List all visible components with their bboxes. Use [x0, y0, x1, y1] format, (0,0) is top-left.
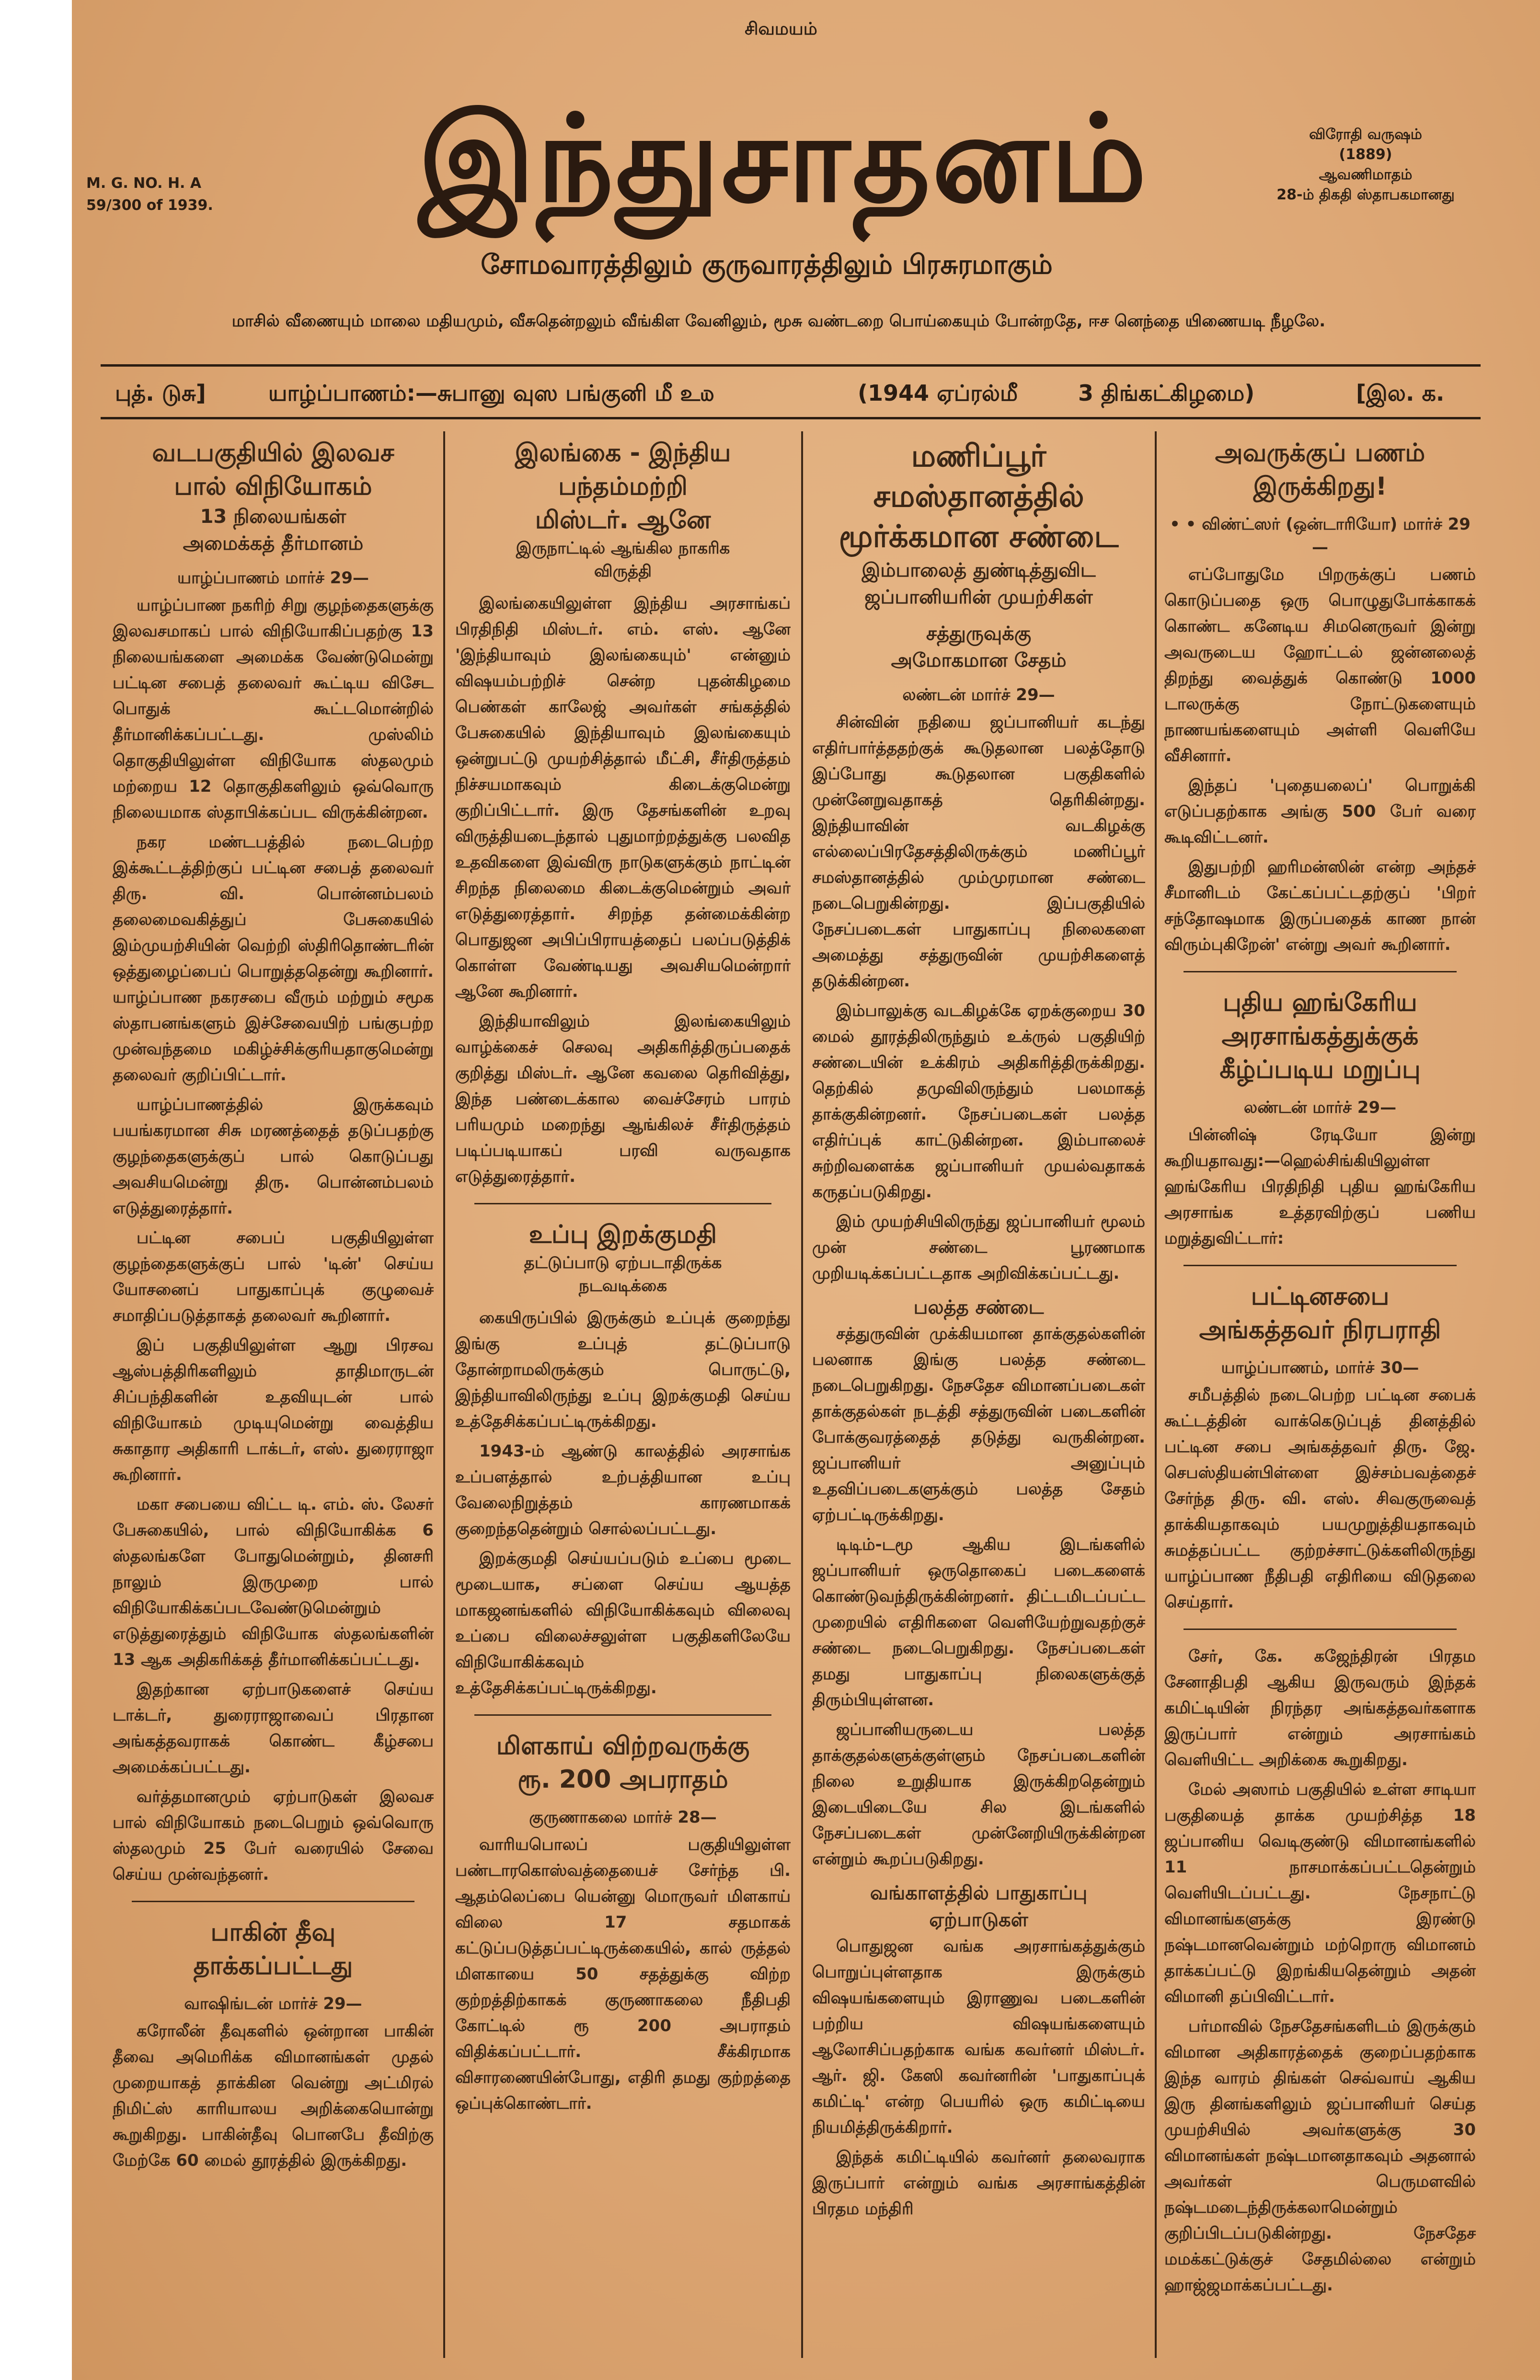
article-paragraph: பட்டின சபைப் பகுதியிலுள்ள குழந்தைகளுக்குப் பால் 'டின்' செய்ய யோசனைப் பாதுகாப்புக் குழுவைச் சமாதிப்படுத்தாகத் தலைவர் கூறினார்.	[113, 1228, 434, 1325]
weekday: 3 திங்கட்கிழமை)	[1078, 380, 1255, 406]
article-paragraph: இப் பகுதியிலுள்ள ஆறு பிரசவ ஆஸ்பத்திரிகளிலும் தாதிமாருடன் சிப்பந்திகளின் உதவியுடன் பால் விநியோகம் முடியுமென்று வைத்திய சுகாதார அதிகாரி டாக்டர், எஸ். துரைராஜா கூறினார்.	[113, 1336, 434, 1484]
column-2	[455, 436, 791, 2363]
headline-line: அரசாங்கத்துக்குக்	[1221, 1022, 1419, 1051]
column-3	[812, 436, 1145, 2363]
headline-line: புதிய ஹங்கேரிய	[1223, 988, 1417, 1017]
masthead-motto: மாசில் வீணையும் மாலை மதியமும், வீசுதென்றலும் வீங்கிள வேனிலும், மூசு வண்டறை பொய்கையும் போன்றதே, ஈச னெந்தை யிணையடி நீழலே.	[231, 312, 1326, 331]
article-dateline: யாழ்ப்பாணம் மார்ச் 29—	[177, 568, 369, 588]
dateline-rule-top	[101, 364, 1481, 367]
founding-line: ஆவணிமாதம்	[1319, 166, 1413, 183]
article-paragraph: பின்னிஷ் ரேடியோ இன்று கூறியதாவது:—ஹெல்சிங்கியிலுள்ள ஹங்கேரிய பிரதிநிதி புதிய ஹங்கேரிய அரசாங்க உத்தரவிற்குப் பணிய மறுத்துவிட்டார்:	[1164, 1125, 1476, 1248]
headline-line: பட்டினசபை	[1251, 1282, 1390, 1311]
article-paragraph: எப்போதுமே பிறருக்குப் பணம் கொடுப்பதை ஒரு பொழுதுபோக்காகக் கொண்ட கனேடிய சிமனெருவர் இன்று அவருடைய ஹோட்டல் ஜன்னலைத் திறந்து வைத்துக் கொண்டு 1000 டாலருக்கு நோட்டுகளையும் நாணயங்களையும் அள்ளி வெளியே வீசினார்.	[1164, 565, 1476, 765]
headline-line: ரூ. 200 அபராதம்	[517, 1765, 728, 1794]
article-paragraph: ஜப்பானியருடைய பலத்த தாக்குதல்களுக்குள்ளும் நேசப்படைகளின் நிலை உறுதியாக இருக்கிறதென்றும் இடையிடையே சில இடங்களில் நேசப்படைகள் முன்னேறியிருக்கின்றன என்றும் கூறப்படுகிறது.	[812, 1720, 1145, 1869]
article-paragraph: இம்பாலுக்கு வடகிழக்கே ஏறக்குறைய 30 மைல் தூரத்திலிருந்தும் உக்ருல் பகுதியிற் சண்டையின் உக்கிரம் அதிகரித்திருக்கிறது. தெற்கில் தமுவிலிருந்தும் பலமாகத் தாக்குகின்றனர். நேசப்படைகள் பலத்த எதிர்ப்புக் காட்டுகின்றன. இம்பாலைச் சுற்றிவளைக்க ஜப்பானியர் முயல்வதாகக் கருதப்படுகிறது.	[812, 1001, 1145, 1202]
place-date: யாழ்ப்பாணம்:—சுபானு வுஸ பங்குனி மீ உ௰	[268, 380, 714, 406]
article-paragraph: டிடிம்-டமூ ஆகிய இடங்களில் ஜப்பானியர் ஒருதொகைப் படைகளைக் கொண்டுவந்திருக்கின்றனர். திட்டமிடப்பட்ட முறையில் எதிரிகளை வெளியேற்றுவதற்குச் சண்டை நடைபெறுகிறது. நேசப்படைகள் தமது பாதுகாப்பு நிலைகளுக்குத் திரும்பியுள்ளன.	[812, 1535, 1145, 1710]
issue-number: [இல. க.	[1356, 380, 1445, 406]
subhead-line: இம்பாலைத் துண்டித்துவிட	[862, 559, 1096, 581]
headline-line: கீழ்ப்படிய மறுப்பு	[1219, 1055, 1421, 1084]
subhead-line: சத்துருவுக்கு	[926, 623, 1032, 645]
headline-line: பந்தம்மற்றி	[558, 472, 688, 501]
article-paragraph: இறக்குமதி செய்யப்படும் உப்பை மூடை மூடையாக, சப்ளை செய்ய ஆயத்த மாகஜனங்களில் விநியோகிக்கவும் விலைவு உப்பை விலைச்சலுள்ள பகுதிகளிலேயே விநியோகிக்கவும் உத்தேசிக்கப்பட்டிருக்கிறது.	[455, 1549, 791, 1698]
headline-line: மிளகாய் விற்றவருக்கு	[496, 1732, 750, 1760]
scan-margin	[0, 0, 72, 2380]
volume-number: புத். டுசு]	[115, 380, 206, 406]
article-dateline: • • விண்ட்ஸர் (ஒன்டாரியோ) மார்ச் 29—	[1170, 515, 1471, 557]
article-paragraph: மேல் அஸாம் பகுதியில் உள்ள சாடியா பகுதியைத் தாக்க முயற்சித்த 18 ஜப்பானிய வெடிகுண்டு விமானங்களில் 11 நாசமாக்கப்பட்டதென்றும் வெளியிடப்பட்டது. நேசநாட்டு விமானங்களுக்கு இரண்டு நஷ்டமானவென்றும் மற்றொரு விமானம் தாக்கப்பட்டு இறங்கியதென்றும் அதன் விமானி தப்பிவிட்டார்.	[1164, 1780, 1476, 2006]
subhead-line: விருத்தி	[594, 562, 652, 581]
column-4	[1164, 436, 1476, 2363]
registration-line: M. G. NO. H. A	[86, 175, 202, 192]
article-paragraph: சேர், கே. கஜேந்திரன் பிரதம சேனாதிபதி ஆகிய இருவரும் இந்தக் கமிட்டியின் நிரந்தர அங்கத்தவர்களாக இருப்பார் என்றும் அரசாங்கம் வெளியிட்ட அறிக்கை கூறுகிறது.	[1164, 1647, 1476, 1769]
founding-line: 28-ம் திகதி ஸ்தாபகமானது	[1276, 186, 1455, 203]
article-separator	[1184, 1629, 1457, 1630]
founding-line: விரோதி வருஷம்	[1309, 126, 1422, 143]
article-paragraph: இந்தக் கமிட்டியில் கவர்னர் தலைவராக இருப்பார் என்றும் வங்க அரசாங்கத்தின் பிரதம மந்திரி	[812, 2148, 1145, 2218]
headline-line: பாகின் தீவு	[210, 1918, 336, 1947]
headline-line: வடபகுதியில் இலவச	[152, 439, 394, 467]
article-paragraph: 1943-ம் ஆண்டு காலத்தில் அரசாங்க உப்பளத்தால் உற்பத்தியான உப்பு வேலைநிறுத்தம் காரணமாகக் குறைந்ததென்றும் சொல்லப்பட்டது.	[455, 1442, 791, 1538]
article-paragraph: கையிருப்பில் இருக்கும் உப்புக் குறைந்து இங்கு உப்புத் தட்டுப்பாடு தோன்றாமலிருக்கும் பொருட்டு, இந்தியாவிலிருந்து உப்பு இறக்குமதி செய்ய உத்தேசிக்கப்பட்டிருக்கிறது.	[455, 1308, 791, 1431]
section-heading: வங்காளத்தில் பாதுகாப்பு	[870, 1882, 1088, 1904]
headline-line: சமஸ்தானத்தில்	[873, 479, 1084, 514]
article-paragraph: இதுபற்றி ஹரிமன்ஸின் என்ற அந்தச் சீமானிடம் கேட்கப்பட்டதற்குப் 'பிறர் சந்தோஷமாக இருப்பதைக் காண நான் விரும்புகிறேன்' என்று அவர் கூறினார்.	[1164, 857, 1476, 954]
subhead-line: ஜப்பானியரின் முயற்சிகள்	[864, 586, 1093, 608]
founding-line: (1889)	[1339, 146, 1392, 163]
column-divider	[801, 431, 803, 2358]
subhead-line: தட்டுப்பாடு ஏற்படாதிருக்க	[524, 1253, 722, 1272]
headline-line: அங்கத்தவர் நிரபராதி	[1199, 1316, 1441, 1344]
english-date: (1944 ஏப்ரல்மீ	[858, 380, 1018, 406]
registration-number	[86, 173, 278, 217]
article-paragraph: இம் முயற்சியிலிருந்து ஜப்பானியர் மூலம் முன் சண்டை பூரணமாக முறியடிக்கப்பட்டதாக அறிவிக்கப்பட்டது.	[812, 1212, 1145, 1283]
article-paragraph: சத்துருவின் முக்கியமான தாக்குதல்களின் பலனாக இங்கு பலத்த சண்டை நடைபெறுகிறது. நேசதேச விமானப்படைகள் தாக்குதல்கள் நடத்தி சத்துருவின் படைகளின் போக்குவரத்தைத் தடுத்து வருகின்றன. ஜப்பானியர் அனுப்பும் உதவிப்படைகளுக்கும் பலத்த சேதம் ஏற்பட்டிருக்கிறது.	[812, 1324, 1145, 1525]
article-separator	[132, 1901, 414, 1902]
article-paragraph: இந்தியாவிலும் இலங்கையிலும் வாழ்க்கைச் செலவு அதிகரித்திருப்பதைக் குறித்து மிஸ்டர். ஆனே கவலை தெரிவித்து, இந்த பண்டைக்கால வைச்சேரம் பாரம் பரியமும் மறைந்து ஆங்கிலச் சீர்திருத்தம் படிப்படியாகப் பரவி வருவதாக எடுத்துரைத்தார்.	[455, 1012, 791, 1186]
article-paragraph: மகா சபையை விட்ட டி. எம். ஸ். லேசர் பேசுகையில், பால் விநியோகிக்க 6 ஸ்தலங்களே போதுமென்றும், தினசரி நாலும் இருமுறை பால் விநியோகிக்கப்படவேண்டுமென்றும் எடுத்துரைத்தும் விநியோக ஸ்தலங்களின் 13 ஆக அதிகரிக்கத் தீர்மானிக்கப்பட்டது.	[113, 1495, 434, 1669]
article-paragraph: இலங்கையிலுள்ள இந்திய அரசாங்கப் பிரதிநிதி மிஸ்டர். எம். எஸ். ஆனே 'இந்தியாவும் இலங்கையும்' என்னும் விஷயம்பற்றிச் சென்ற புதன்கிழமை பெண்கள் காலேஜ் அவர்கள் சங்கத்தில் பேசுகையில் இந்தியாவும் இலங்கையும் ஒன்றுபட்டு முயற்சித்தால் மீட்சி, சீர்திருத்தம் நிச்சயமாகவும் கிடைக்குமென்று குறிப்பிட்டார். இரு தேசங்களின் உறவு விருத்தியடைந்தால் புதுமாற்றத்துக்கு பலவித உதவிகளை இவ்விரு நாடுகளுக்கும் நாட்டின் சிறந்த நிலைமை கிடைக்குமென்றும் அவர் எடுத்துரைத்தார். சிறந்த தன்மைக்கின்ற பொதுஜன அபிப்பிராயத்தைப் பலப்படுத்திக் கொள்ள வேண்டியது அவசியமென்றார் ஆனே கூறினார்.	[455, 594, 791, 1001]
article-separator	[474, 1203, 771, 1204]
founding-date-block	[1270, 125, 1461, 205]
masthead-invocation: சிவமயம்	[745, 19, 817, 39]
column-divider	[443, 431, 445, 2358]
article-separator	[1184, 1265, 1457, 1266]
newspaper-title: இந்துசாதனம்	[418, 88, 1149, 229]
subhead-line: நடவடிக்கை	[578, 1276, 667, 1295]
headline-line: மணிப்பூர்	[911, 439, 1046, 474]
article-paragraph: இந்தப் 'புதையலைப்' பொறுக்கி எடுப்பதற்காக அங்கு 500 பேர் வரை கூடிவிட்டனர்.	[1164, 776, 1476, 847]
article-paragraph: இதற்கான ஏற்பாடுகளைச் செய்ய டாக்டர், துரைராஜாவைப் பிரதான அங்கத்தவராகக் கொண்ட கீழ்சபை அமைக்கப்பட்டது.	[113, 1680, 434, 1777]
subhead-line: அமைக்கத் தீர்மானம்	[183, 532, 364, 555]
publication-schedule: சோமவாரத்திலும் குருவாரத்திலும் பிரசுரமாகும்	[481, 249, 1053, 280]
article-paragraph: சின்வின் நதியை ஜப்பானியர் கடந்து எதிர்பார்த்ததற்குக் கூடுதலான பலத்தோடு இப்போது கூடுதலான பகுதிகளில் முன்னேறுவதாகத் தெரிகின்றது. இந்தியாவின் வடகிழக்கு எல்லைப்பிரதேசத்திலிருக்கும் மணிப்பூர் சமஸ்தானத்தில் மும்முரமான சண்டை நடைபெறுகின்றது. இப்பகுதியில் நேசப்படைகள் பாதுகாப்பு நிலைகளை அமைத்து சத்துருவின் முயற்சிகளைத் தடுக்கின்றன.	[812, 713, 1145, 991]
subhead-line: 13 நிலையங்கள்	[200, 506, 346, 528]
subhead-line: அமோகமான சேதம்	[891, 649, 1067, 671]
headline-line: மூர்க்கமான சண்டை	[839, 519, 1119, 555]
headline-line: இருக்கிறது!	[1253, 472, 1387, 501]
article-separator	[1184, 971, 1457, 972]
article-paragraph: பொதுஜன வங்க அரசாங்கத்துக்கும் பொறுப்புள்ளதாக இருக்கும் விஷயங்களையும் இராணுவ படைகளின் பற்றிய விஷயங்களையும் ஆலோசிப்பதற்காக வங்க கவர்னர் மிஸ்டர். ஆர். ஜி. கேஸி கவர்னரின் 'பாதுகாப்புக் கமிட்டி' என்ற பெயரில் ஒரு கமிட்டியை நியமித்திருக்கிறார்.	[812, 1937, 1145, 2137]
headline-line: அவருக்குப் பணம்	[1215, 439, 1425, 467]
column-1	[113, 436, 434, 2363]
article-paragraph: வாரியபொலப் பகுதியிலுள்ள பண்டாரகொஸ்வத்தையைச் சேர்ந்த பி. ஆதம்லெப்பை யென்னு மொருவர் மிளகாய் விலை 17 சதமாகக் கட்டுப்படுத்தப்பட்டிருக்கையில், கால் ருத்தல் மிளகாயை 50 சதத்துக்கு விற்ற குற்றத்திற்காகக் குருணாகலை நீதிபதி கோட்டில் ரூ 200 அபராதம் விதிக்கப்பட்டார். சீக்கிரமாக விசாரணையின்போது, எதிரி தமது குற்றத்தை ஒப்புக்கொண்டார்.	[455, 1835, 791, 2113]
headline-line: உப்பு இறக்குமதி	[529, 1220, 717, 1249]
article-dateline: வாஷிங்டன் மார்ச் 29—	[184, 1994, 362, 2013]
article-separator	[474, 1714, 771, 1716]
article-dateline: லண்டன் மார்ச் 29—	[902, 685, 1055, 705]
headline-line: பால் விநியோகம்	[174, 472, 372, 501]
column-divider	[1155, 431, 1157, 2358]
article-dateline: லண்டன் மார்ச் 29—	[1243, 1098, 1397, 1117]
article-paragraph: பர்மாவில் நேசதேசங்களிடம் இருக்கும் விமான அதிகாரத்தைக் குறைப்பதற்காக இந்த வாரம் திங்கள் செவ்வாய் ஆகிய இரு தினங்களிலும் ஜப்பானியர் செய்த முயற்சியில் அவர்களுக்கு 30 விமானங்கள் நஷ்டமானதாகவும் அதனால் அவர்கள் பெருமளவில் நஷ்டமடைந்திருக்கலாமென்றும் குறிப்பிடப்படுகின்றது. நேசதேச மமக்கட்டுக்குச் சேதமில்லை என்றும் ஹாஜ்ஜமாக்கப்பட்டது.	[1164, 2017, 1476, 2295]
article-paragraph: சமீபத்தில் நடைபெற்ற பட்டின சபைக் கூட்டத்தின் வாக்கெடுப்புத் தினத்தில் பட்டின சபை அங்கத்தவர் திரு. ஜே. செபஸ்தியன்பிள்ளை இச்சம்பவத்தைச் சேர்ந்த திரு. வி. எஸ். சிவகுருவைத் தாக்கியதாகவும் பயமுறுத்தியதாகவும் சுமத்தப்பட்ட குற்றச்சாட்டுக்களிலிருந்து யாழ்ப்பாண நீதிபதி எதிரியை விடுதலை செய்தார்.	[1164, 1386, 1476, 1612]
headline-line: மிஸ்டர். ஆனே	[535, 506, 711, 534]
section-heading: பலத்த சண்டை	[913, 1296, 1044, 1318]
headline-line: இலங்கை - இந்திய	[515, 439, 731, 467]
dateline-rule-bottom	[101, 417, 1481, 419]
dateline-bar	[110, 374, 1471, 412]
article-paragraph: யாழ்ப்பாண நகரிற் சிறு குழந்தைகளுக்கு இலவசமாகப் பால் விநியோகிப்பதற்கு 13 நிலையங்களை அமைக்க வேண்டுமென்று பட்டின சபைத் தலைவர் கூட்டிய விசேட பொதுக் கூட்டமொன்றில் தீர்மானிக்கப்பட்டது. முஸ்லிம் தொகுதியிலுள்ள விநியோக ஸ்தலமும் மற்றைய 12 தொகுதிகளிலும் ஒவ்வொரு நிலையமாக ஸ்தாபிக்கப்பட விருக்கின்றன.	[113, 596, 434, 822]
article-paragraph: நகர மண்டபத்தில் நடைபெற்ற இக்கூட்டத்திற்குப் பட்டின சபைத் தலைவர் திரு. வி. பொன்னம்பலம் தலைமைவகித்துப் பேசுகையில் இம்முயற்சியின் வெற்றி ஸ்திரிதொண்டரின் ஒத்துழைப்பைப் பொறுத்ததென்று கூறினார். யாழ்ப்பாண நகரசபை வீரும் மற்றும் சமூக ஸ்தாபனங்களும் இச்சேவையிற் பங்குபற்ற முன்வந்தமை மகிழ்ச்சிக்குரியதாகுமென்று தலைவர் குறிப்பிட்டார்.	[113, 832, 434, 1085]
article-paragraph: கரோலீன் தீவுகளில் ஒன்றான பாகின் தீவை அமெரிக்க விமானங்கள் முதல் முறையாகத் தாக்கின வென்று அட்மிரல் நிமிட்ஸ் காரியாலய அறிக்கையொன்று கூறுகிறது. பாகின்தீவு பொனபே தீவிற்கு மேற்கே 60 மைல் தூரத்தில் இருக்கிறது.	[113, 2022, 434, 2170]
subhead-line: இருநாட்டில் ஆங்கில நாகரிக	[516, 539, 730, 558]
headline-line: தாக்கப்பட்டது	[193, 1952, 353, 1980]
article-paragraph: வர்த்தமானமும் ஏற்பாடுகள் இலவச பால் விநியோகம் நடைபெறும் ஒவ்வொரு ஸ்தலமும் 25 பேர் வரையில் சேவை செய்ய முன்வந்தனர்.	[113, 1787, 434, 1884]
section-heading: ஏற்பாடுகள்	[929, 1909, 1028, 1931]
article-dateline: குருணாகலை மார்ச் 28—	[529, 1808, 717, 1827]
article-dateline: யாழ்ப்பாணம், மார்ச் 30—	[1221, 1358, 1419, 1377]
registration-line: 59/300 of 1939.	[86, 197, 213, 214]
article-paragraph: யாழ்ப்பாணத்தில் இருக்கவும் பயங்கரமான சிசு மரணத்தைத் தடுப்பதற்கு குழந்தைகளுக்குப் பால் கொடுப்பது அவசியமென்று திரு. பொன்னம்பலம் எடுத்துரைத்தார்.	[113, 1095, 434, 1218]
